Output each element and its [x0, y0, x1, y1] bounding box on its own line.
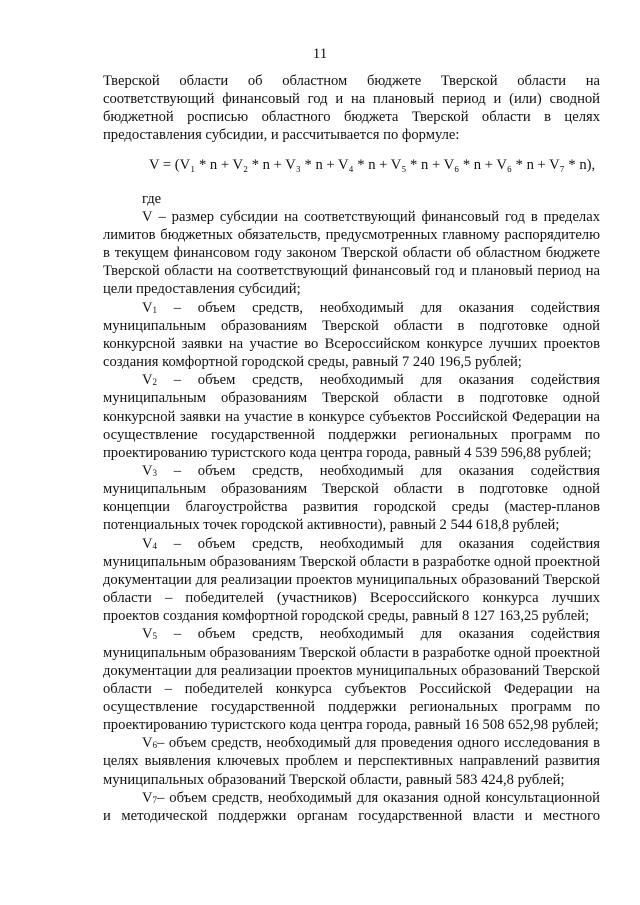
- definition-v5: [103, 625, 600, 734]
- definition-text: – объем средств, необходимый для оказания содействия муниципальным образованиям Тверской области в разработке одной проектной документации для реализации проектов муниципальных образований Тверской области – победителей (участников) Всероссийского конкурса лучших проектов создания комфортной городской среды, равный 8 127 163,25 рублей;: [103, 535, 600, 625]
- definition-subscript: 6: [152, 740, 158, 751]
- definition-symbol: V: [142, 462, 153, 479]
- page-number: 11: [312, 46, 328, 62]
- definition-text: – размер субсидии на соответствующий финансовый год в пределах лимитов бюджетных обязательств, предусмотренных главному распорядителю в текущем финансовом году законом Тверской области об областном бюджете Тверской области на соответствующий финансовый год и плановый период на цели предоставления субсидий;: [103, 208, 600, 298]
- definition-symbol: V: [142, 372, 153, 389]
- definition-symbol: V: [142, 789, 153, 806]
- definition-v7: [103, 789, 600, 825]
- definition-symbol: V: [142, 299, 153, 316]
- where-label: где: [142, 190, 162, 207]
- definition-subscript: 3: [152, 467, 158, 478]
- definition-symbol: V: [142, 626, 153, 643]
- definition-symbol: V: [142, 535, 153, 552]
- document-body: [103, 72, 600, 825]
- definition-subscript: 2: [152, 377, 158, 388]
- definition-text: – объем средств, необходимый для оказания одной консультационной и методической поддержки органам государственной власти и местного: [103, 789, 600, 824]
- definition-text: – объем средств, необходимый для оказания содействия муниципальным образованиям Тверской области в подготовке одной концепции благоустройства развития городской среды (мастер-планов потенциальных точек городской активности), равный 2 544 618,8 рублей;: [103, 462, 600, 534]
- definition-v: [103, 208, 600, 299]
- definition-text: – объем средств, необходимый для оказания содействия муниципальным образованиям Тверской области в подготовке одной конкурсной заявки на участие в конкурсе субъектов Российской Федерации на осуществление государственной поддержки региональных программ по проектированию туристского кода центра города, равный 4 539 596,88 рублей;: [103, 372, 600, 461]
- definition-symbol: V: [142, 208, 153, 225]
- definition-v4: [103, 535, 600, 626]
- definition-text: – объем средств, необходимый для проведения одного исследования в целях выявления ключевых проблем и перспективных направлений развития муниципальных образований Тверской области, равный 583 424,8 рублей;: [103, 735, 600, 788]
- definition-v1: [103, 299, 600, 372]
- definition-subscript: 1: [152, 304, 158, 315]
- definition-v3: [103, 462, 600, 535]
- definition-subscript: 4: [152, 540, 158, 551]
- intro-paragraph: Тверской области об областном бюджете Тверской области на соответствующий финансовый год и на плановый период и (или) сводной бюджетной росписью областного бюджета Тверской области в целях предоставления субсидии, и рассчитывается по формуле:: [103, 73, 600, 144]
- definition-v6: [103, 734, 600, 788]
- subsidy-formula: V = (V₁ * n + V₂ * n + V₃ * n + V₄ * n + V₅ * n + V₆ * n + V₆ * n + V₇ * n),: [149, 156, 596, 173]
- definition-text: – объем средств, необходимый для оказания содействия муниципальным образованиям Тверской области в разработке одной проектной документации для реализации проектов муниципальных образований Тверской области – победителей конкурса субъектов Российской Федерации на осуществление государственной поддержки региональных программ по проектированию туристского кода центра города, равный 16 508 652,98 рублей;: [103, 626, 600, 734]
- definition-subscript: 5: [152, 631, 158, 642]
- definition-subscript: 7: [152, 794, 158, 805]
- definition-v2: [103, 371, 600, 462]
- definition-text: – объем средств, необходимый для оказания содействия муниципальным образованиям Тверской области в подготовке одной конкурсной заявки на участие во Всероссийском конкурсе лучших проектов создания комфортной городской среды, равный 7 240 196,5 рублей;: [103, 299, 600, 371]
- definition-symbol: V: [142, 735, 153, 752]
